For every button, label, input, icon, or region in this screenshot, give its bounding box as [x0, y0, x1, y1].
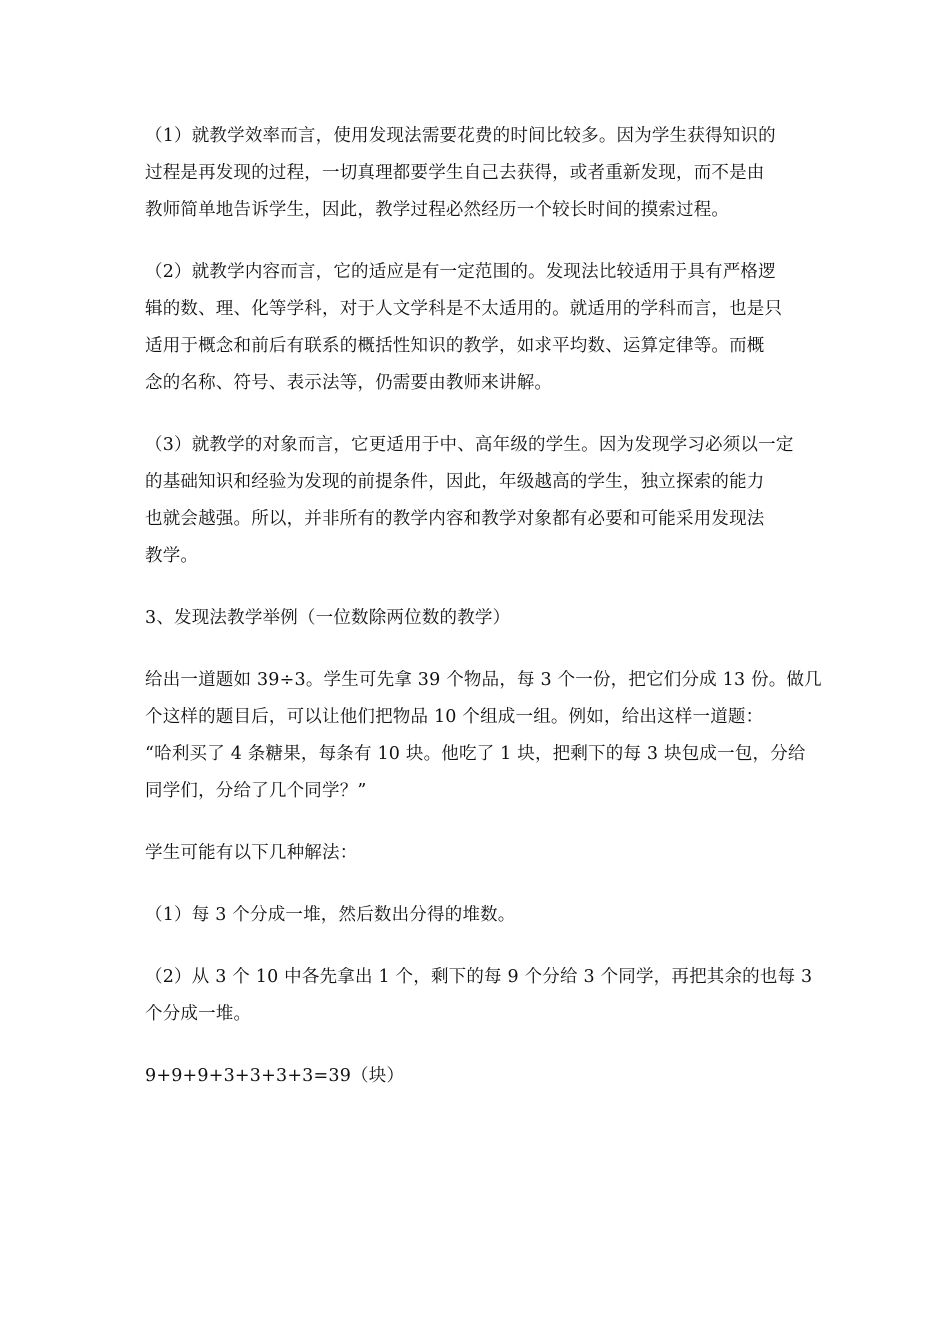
paragraph — [145, 600, 810, 637]
paragraph — [145, 662, 822, 810]
text-line: 3、发现法教学举例（一位数除两位数的教学） — [145, 608, 511, 628]
text-line: （2）从 3 个 10 中各先拿出 1 个，剩下的每 9 个分给 3 个同学，再把其余的也每 3 — [145, 967, 813, 987]
paragraph — [145, 1058, 810, 1095]
text-line: 同学们，分给了几个同学？” — [145, 781, 367, 801]
paragraph — [145, 254, 810, 402]
text-line: 个分成一堆。 — [145, 1004, 252, 1024]
paragraph — [145, 118, 810, 229]
text-line: 教师简单地告诉学生，因此，教学过程必然经历一个较长时间的摸索过程。 — [145, 200, 730, 220]
text-line: 学生可能有以下几种解法： — [145, 843, 358, 863]
text-line: 也就会越强。所以，并非所有的教学内容和教学对象都有必要和可能采用发现法 — [145, 509, 765, 529]
text-line: （1）每 3 个分成一堆，然后数出分得的堆数。 — [145, 905, 516, 925]
text-line: 个这样的题目后，可以让他们把物品 10 个组成一组。例如，给出这样一道题： — [145, 707, 764, 727]
text-line: 9+9+9+3+3+3+3=39（块） — [145, 1066, 405, 1086]
text-line: 念的名称、符号、表示法等，仍需要由教师来讲解。 — [145, 373, 553, 393]
text-line: 的基础知识和经验为发现的前提条件，因此，年级越高的学生，独立探索的能力 — [145, 472, 765, 492]
paragraph — [145, 897, 810, 934]
text-line: 适用于概念和前后有联系的概括性知识的教学，如求平均数、运算定律等。而概 — [145, 336, 765, 356]
document-body — [145, 118, 822, 1120]
text-line: （2）就教学内容而言，它的适应是有一定范围的。发现法比较适用于具有严格逻 — [145, 262, 776, 282]
text-line: 过程是再发现的过程，一切真理都要学生自己去获得，或者重新发现，而不是由 — [145, 163, 765, 183]
paragraph — [145, 959, 813, 1033]
text-line: “哈利买了 4 条糖果，每条有 10 块。他吃了 1 块，把剩下的每 3 块包成一包，分给 — [145, 744, 806, 764]
text-line: 给出一道题如 39÷3。学生可先拿 39 个物品，每 3 个一份，把它们分成 13 份。做几 — [145, 670, 822, 690]
text-line: （1）就教学效率而言，使用发现法需要花费的时间比较多。因为学生获得知识的 — [145, 126, 776, 146]
paragraph — [145, 835, 810, 872]
text-line: 教学。 — [145, 546, 199, 566]
text-line: （3）就教学的对象而言，它更适用于中、高年级的学生。因为发现学习必须以一定 — [145, 435, 794, 455]
paragraph — [145, 427, 810, 575]
text-line: 辑的数、理、化等学科，对于人文学科是不太适用的。就适用的学科而言，也是只 — [145, 299, 783, 319]
